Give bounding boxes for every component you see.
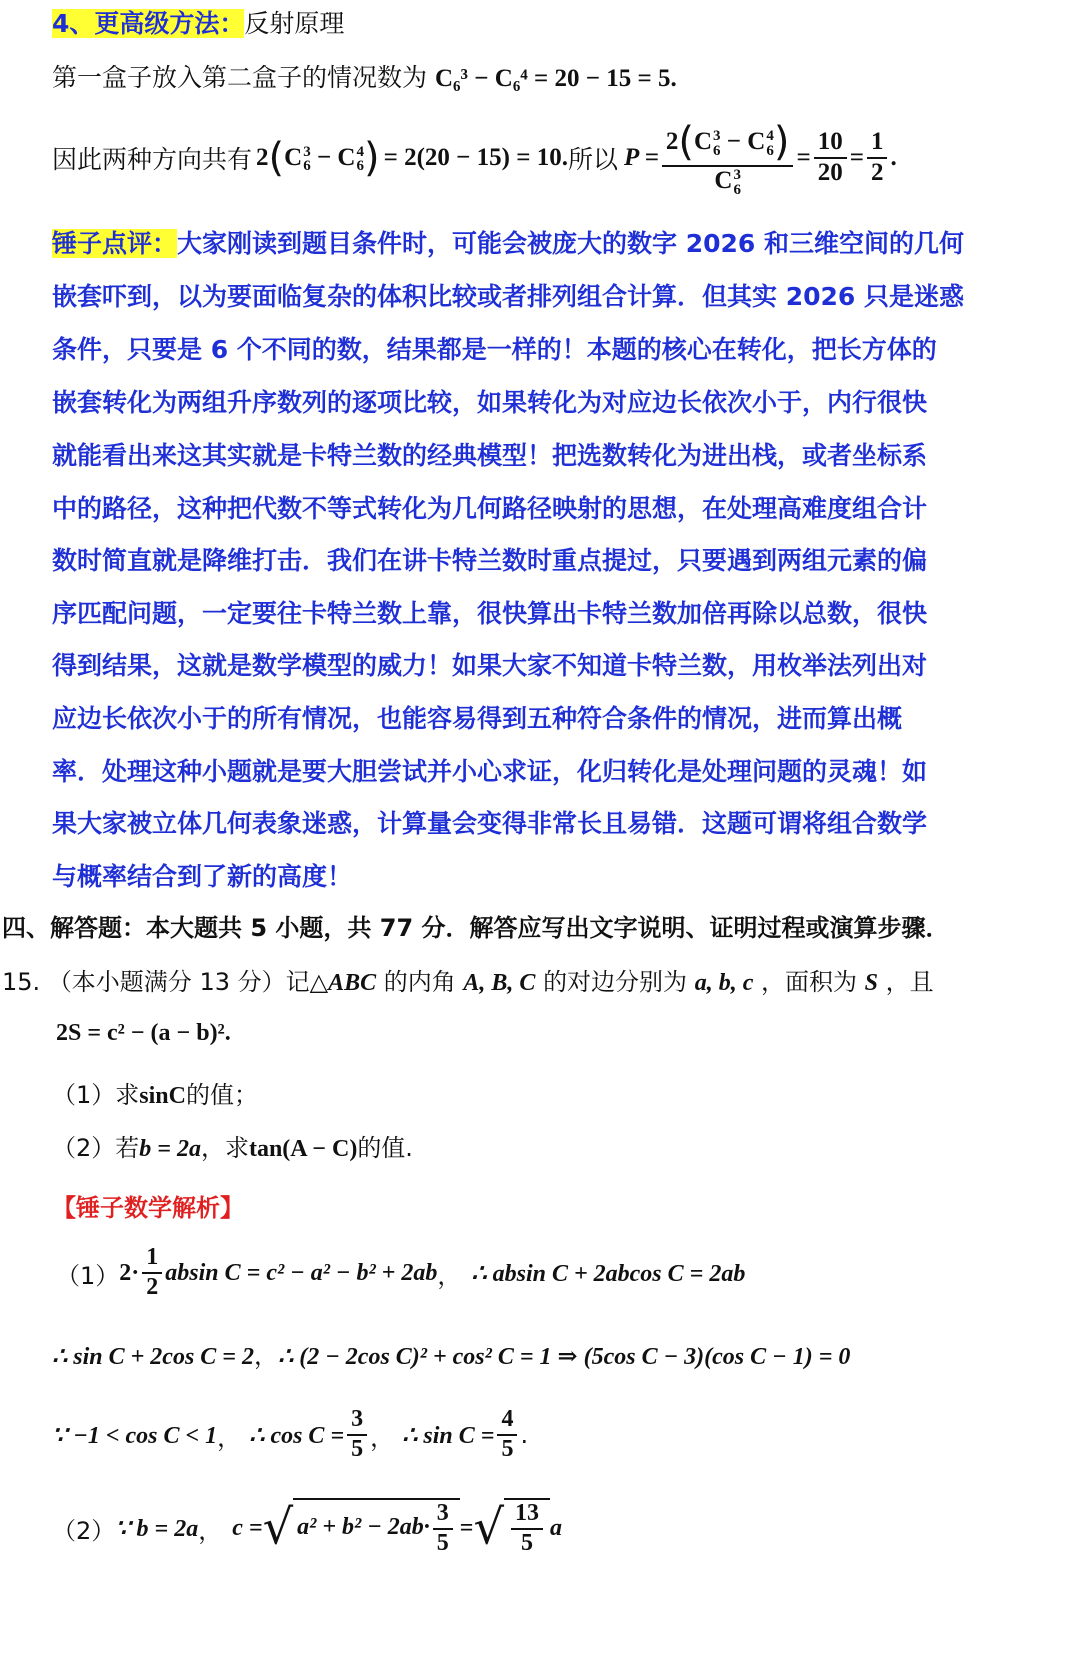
- comment-line-11: 率．处理这种小题就是要大胆尝试并小心求证，化归转化是处理问题的灵魂！如: [52, 757, 928, 786]
- probability-text-a: 因此两种方向共有: [52, 145, 253, 174]
- section-4-title: 4、更高级方法：: [52, 9, 245, 38]
- solution-header: 【锤子数学解析】: [52, 1194, 244, 1222]
- comment-line-5: 就能看出来这其实就是卡特兰数的经典模型！把选数转化为进出栈，或者坐标系: [52, 441, 928, 470]
- section-4-subtitle: 反射原理: [244, 9, 345, 38]
- reflection-count-math: C₆³ − C₆⁴ = 20 − 15 = 5.: [434, 65, 677, 92]
- comment-line-4: 嵌套转化为两组升序数列的逐项比较，如果转化为对应边长依次小于，内行很快: [52, 388, 928, 417]
- solution-step-4: （2） ∵ b = 2a ， c = √ a² + b² − 2ab· $\frac{3}{5}$ = √ $\frac{13}{5}$ a: [52, 1500, 563, 1556]
- section-4-heading: [52, 4, 344, 40]
- sqrt-expression-1: √ a² + b² − 2ab· $\frac{3}{5}$: [263, 1498, 460, 1557]
- problem-number: 15.: [2, 968, 41, 996]
- comment-line-7: 数时简直就是降维打击．我们在讲卡特兰数时重点提过，只要遇到两组元素的偏: [52, 546, 928, 575]
- comment-line-1: 锤子点评：大家刚读到题目条件时，可能会被庞大的数字 2026 和三维空间的几何: [52, 229, 965, 258]
- probability-math-a: = 2(20 − 15) = 10.: [383, 144, 568, 171]
- problem-condition: 2S = c² − (a − b)².: [56, 1020, 231, 1046]
- probability-line: 因此两种方向共有 2(C 3 6 − C 4 6 ) = 2(20 − 15) = 10. 所以 P = 2(C 3 6 − C 4 6 ) C 3 6 = $\frac{10}{20}$ = $\frac{1}{2}$ .: [52, 119, 897, 198]
- comment-line-10: 应边长依次小于的所有情况，也能容易得到五种符合条件的情况，进而算出概: [52, 704, 903, 733]
- problem-15-line: 15. （本小题满分 13 分）记△ABC 的内角 A, B, C 的对边分别为 a, b, c ，面积为 S ，且: [2, 968, 934, 996]
- comment-line-13: 与概率结合到了新的高度！: [52, 862, 353, 891]
- comment-line-3: 条件，只要是 6 个不同的数，结果都是一样的！本题的核心在转化，把长方体的: [52, 335, 937, 364]
- probability-fraction-main: 2(C 3 6 − C 4 6 ) C 3 6: [662, 119, 794, 197]
- comment-line-8: 序匹配问题，一定要往卡特兰数上靠，很快算出卡特兰数加倍再除以总数，很快: [52, 599, 928, 628]
- probability-fraction-1-2: $\frac{1}{2}$: [867, 128, 888, 188]
- comment-label: 锤子点评：: [52, 229, 178, 258]
- solution-step-3: ∵ −1 < cos C < 1 ， ∴ cos C = $\frac{3}{5}$ ， ∴ sin C = $\frac{4}{5}$ .: [52, 1406, 529, 1462]
- reflection-count-line: [52, 58, 677, 94]
- fraction-four-fifths: $\frac{4}{5}$: [497, 1406, 517, 1463]
- fraction-one-half: $\frac{1}{2}$: [142, 1244, 162, 1301]
- question-2: （2）若b = 2a，求tan(A − C)的值.: [52, 1134, 413, 1162]
- reflection-count-text: 第一盒子放入第二盒子的情况数为: [52, 63, 428, 92]
- comment-line-9: 得到结果，这就是数学模型的威力！如果大家不知道卡特兰数，用枚举法列出对: [52, 651, 928, 680]
- part-4-heading: 四、解答题：本大题共 5 小题，共 77 分．解答应写出文字说明、证明过程或演算步骤．: [2, 914, 950, 942]
- probability-fraction-10-20: $\frac{10}{20}$: [814, 128, 847, 188]
- sqrt-expression-2: √ $\frac{13}{5}$: [473, 1498, 550, 1557]
- comment-line-6: 中的路径，这种把代数不等式转化为几何路径映射的思想，在处理高难度组合计: [52, 494, 928, 523]
- question-1: （1）求sinC的值；: [52, 1081, 258, 1109]
- solution-step-2: ∴ sin C + 2cos C = 2，∴ (2 − 2cos C)² + cos² C = 1 ⇒ (5cos C − 3)(cos C − 1) = 0: [52, 1344, 851, 1370]
- solution-step-1: （1） 2· $\frac{1}{2}$ absin C = c² − a² − b² + 2ab ， ∴ absin C + 2abcos C = 2ab: [56, 1244, 746, 1300]
- probability-text-b: 所以: [568, 145, 619, 174]
- comment-line-12: 果大家被立体几何表象迷惑，计算量会变得非常长且易错．这题可谓将组合数学: [52, 809, 928, 838]
- comment-line-2: 嵌套吓到，以为要面临复杂的体积比较或者排列组合计算．但其实 2026 只是迷惑: [52, 282, 964, 311]
- probability-math-b: P =: [624, 144, 659, 171]
- fraction-three-fifths: $\frac{3}{5}$: [347, 1406, 367, 1463]
